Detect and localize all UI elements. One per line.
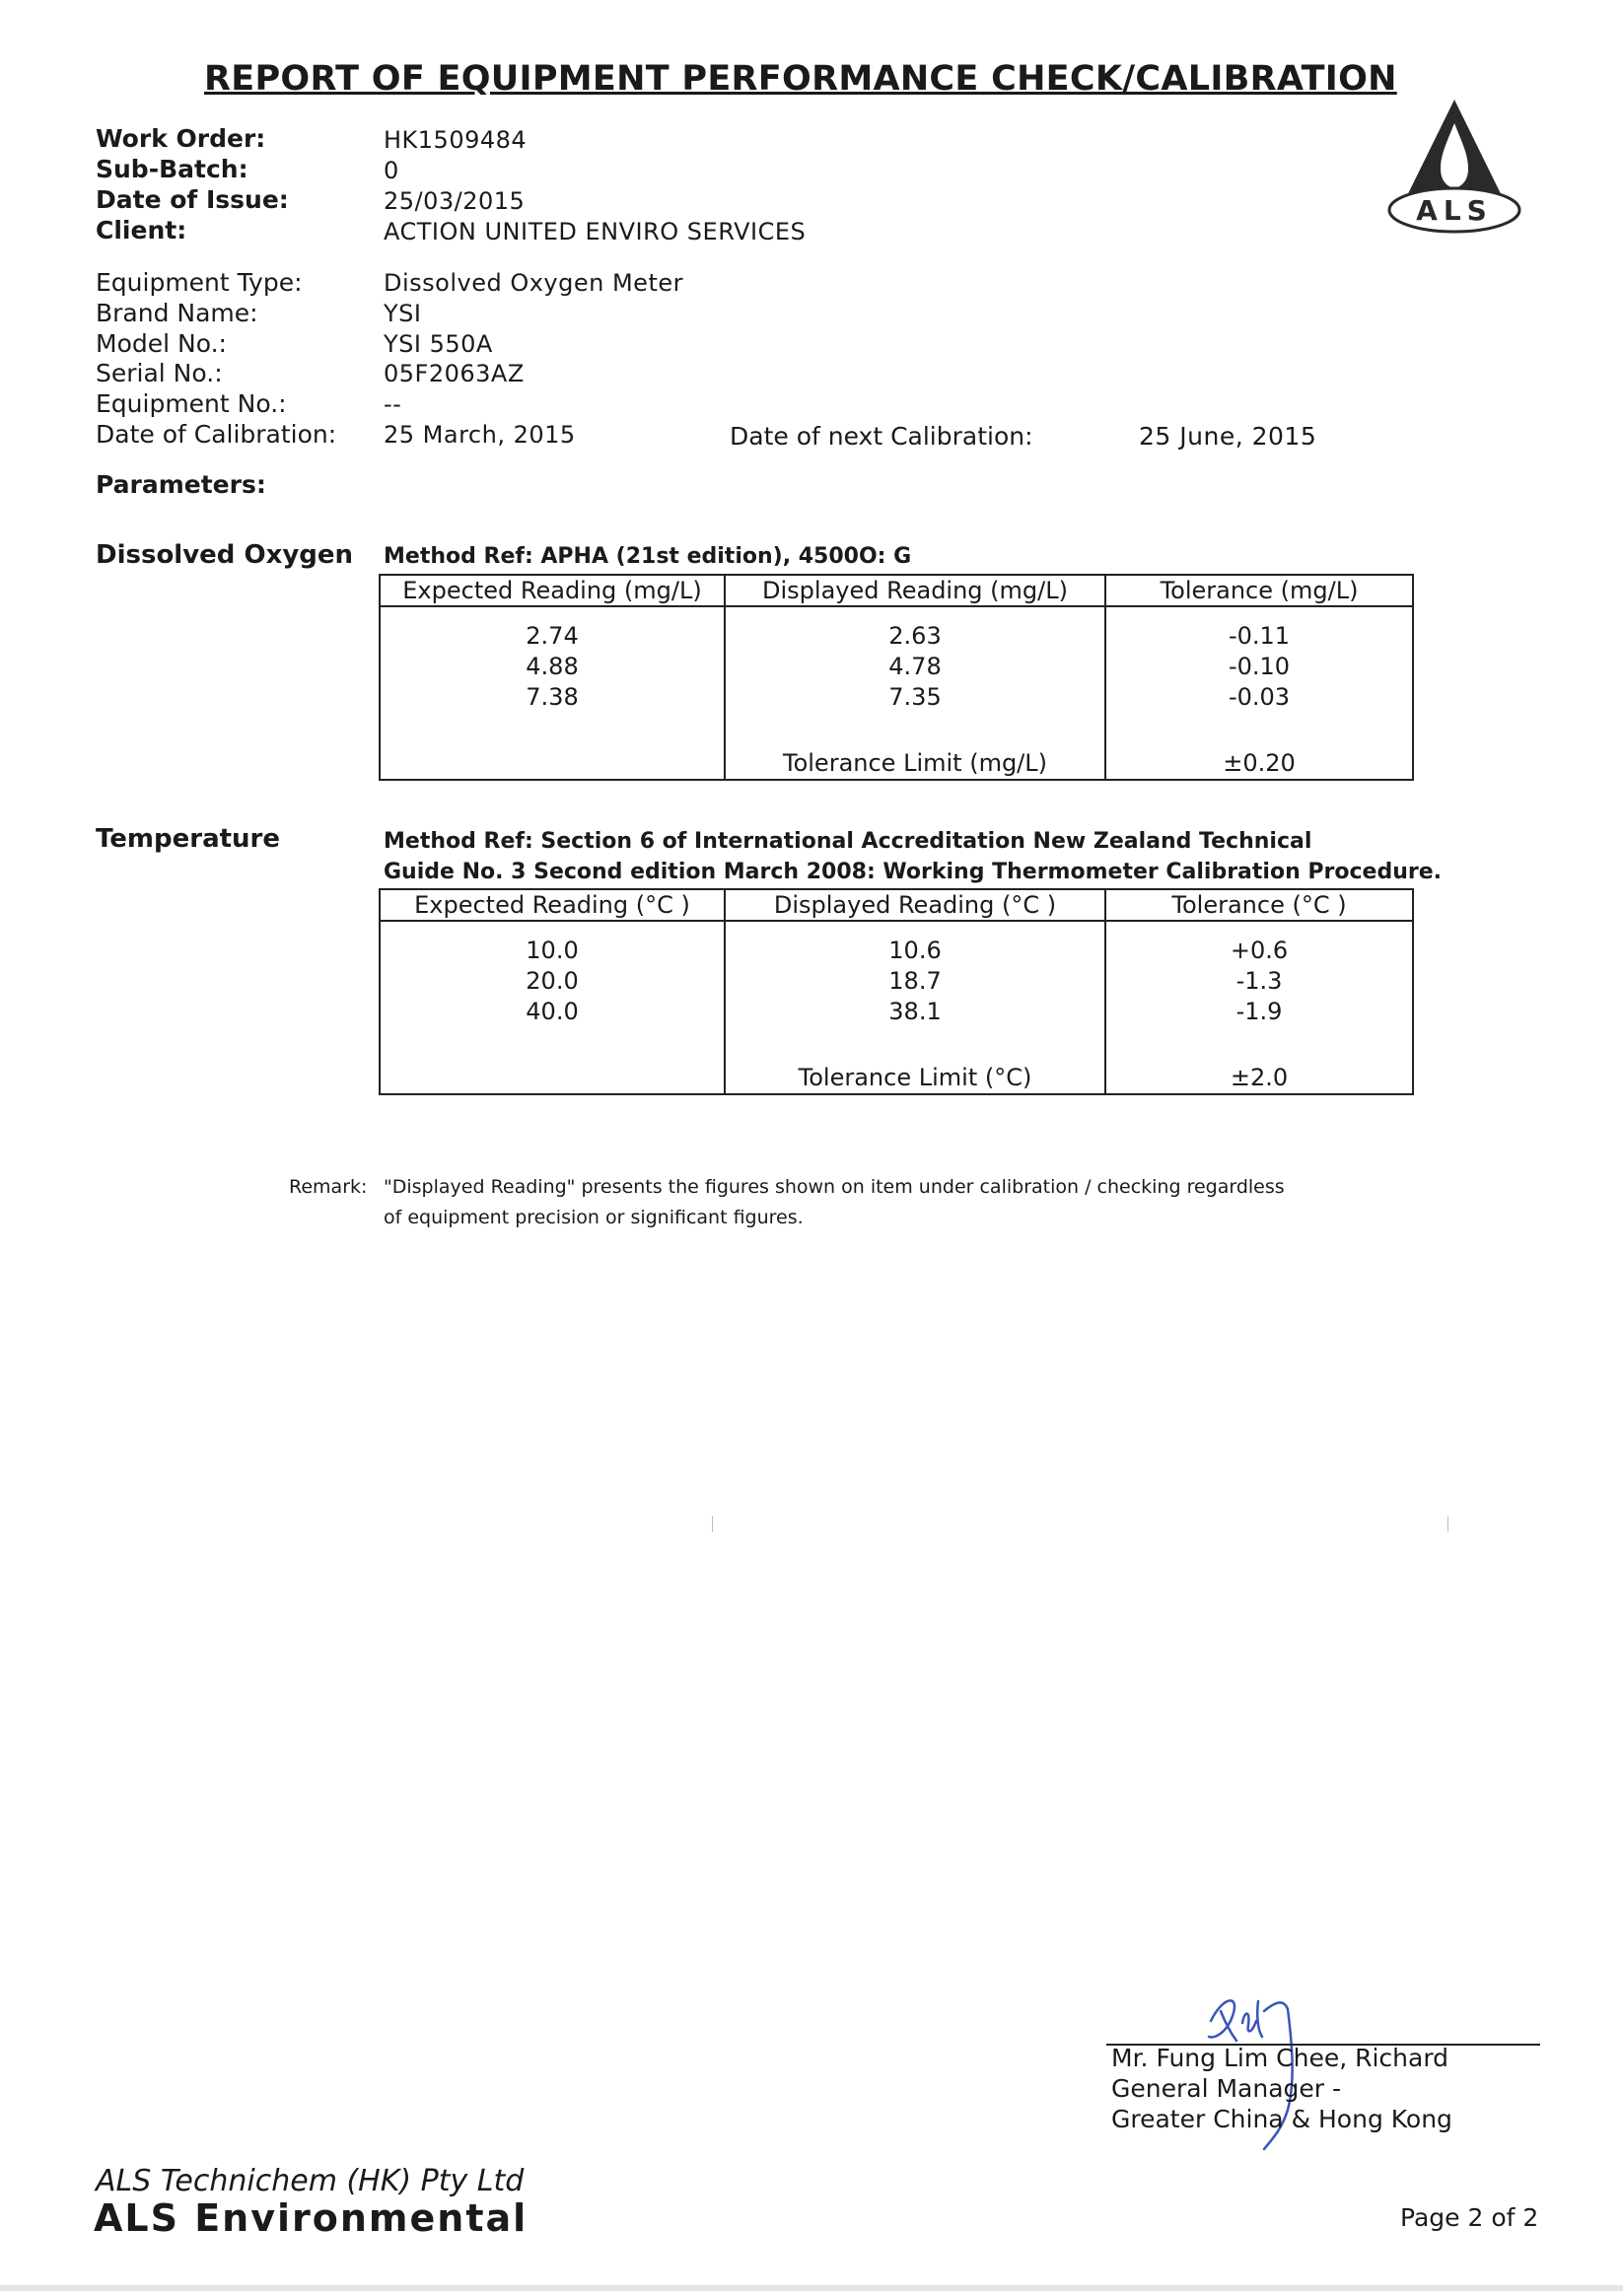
work-order-value: HK1509484	[384, 126, 528, 154]
signatory-name: Mr. Fung Lim Chee, Richard	[1111, 2044, 1449, 2072]
model-no-value: YSI 550A	[384, 330, 493, 358]
remark-label: Remark:	[289, 1176, 368, 1198]
date-of-issue-label: Date of Issue:	[96, 185, 289, 214]
report-title: REPORT OF EQUIPMENT PERFORMANCE CHECK/CALIBRATION	[204, 59, 1397, 99]
date-of-issue-value: 25/03/2015	[384, 187, 526, 215]
remark-line2: of equipment precision or significant figures.	[384, 1207, 804, 1228]
als-logo-text: ALS	[1416, 194, 1493, 227]
remark-line1: "Displayed Reading" presents the figures shown on item under calibration / checking regardless	[384, 1176, 1285, 1198]
temp-tolerance-value: -1.3	[1235, 967, 1283, 995]
temp-tolerance-column	[1105, 930, 1413, 1064]
do-expected-column	[380, 615, 725, 749]
work-order-label: Work Order:	[96, 124, 266, 153]
scan-mark	[712, 1516, 713, 1532]
date-of-calibration-value: 25 March, 2015	[384, 421, 576, 449]
temp-table-header-row	[380, 889, 1413, 921]
equipment-type-label: Equipment Type:	[96, 268, 303, 297]
als-environmental-wordmark: ALS Environmental	[94, 2196, 529, 2240]
temp-limit-value: ±2.0	[1105, 1064, 1413, 1094]
temp-tolerance-value: +0.6	[1230, 937, 1289, 964]
do-displayed-value: 4.78	[888, 653, 942, 680]
temp-header-expected: Expected Reading (°C )	[380, 889, 725, 921]
client-value: ACTION UNITED ENVIRO SERVICES	[384, 218, 807, 245]
do-values-row	[380, 615, 1413, 749]
temp-tolerance-value: -1.9	[1235, 998, 1283, 1025]
do-expected-value: 7.38	[526, 683, 579, 711]
do-tolerance-column	[1105, 615, 1413, 749]
sub-batch-value: 0	[384, 157, 399, 184]
scan-bottom-edge	[0, 2285, 1623, 2291]
do-gap-row	[380, 606, 1413, 615]
company-name: ALS Technichem (HK) Pty Ltd	[96, 2164, 525, 2198]
temp-displayed-value: 18.7	[888, 967, 942, 995]
scan-mark	[1447, 1516, 1448, 1532]
brand-name-value: YSI	[384, 300, 422, 327]
do-tolerance-value: -0.11	[1228, 622, 1291, 650]
do-header-expected: Expected Reading (mg/L)	[380, 575, 725, 606]
do-header-tolerance: Tolerance (mg/L)	[1105, 575, 1413, 606]
temp-method-ref-line2: Guide No. 3 Second edition March 2008: Working Thermometer Calibration Procedure.	[384, 860, 1442, 884]
signatory-title-line2: Greater China & Hong Kong	[1111, 2105, 1452, 2133]
do-calibration-table	[379, 574, 1414, 781]
serial-no-value: 05F2063AZ	[384, 360, 525, 387]
do-table-header-row	[380, 575, 1413, 606]
sub-batch-label: Sub-Batch:	[96, 155, 248, 183]
temp-values-row	[380, 930, 1413, 1064]
do-displayed-value: 2.63	[888, 622, 942, 650]
temp-expected-value: 10.0	[526, 937, 579, 964]
client-label: Client:	[96, 216, 187, 244]
do-method-ref: Method Ref: APHA (21st edition), 4500O: G	[384, 544, 912, 569]
als-logo	[1385, 94, 1523, 237]
do-expected-value: 2.74	[526, 622, 579, 650]
do-limit-value: ±0.20	[1105, 749, 1413, 780]
serial-no-label: Serial No.:	[96, 359, 223, 387]
do-limit-row	[380, 749, 1413, 780]
do-expected-value: 4.88	[526, 653, 579, 680]
equipment-no-value: --	[384, 390, 402, 418]
signatory-title-line1: General Manager -	[1111, 2074, 1342, 2103]
temp-expected-column	[380, 930, 725, 1064]
temp-header-displayed: Displayed Reading (°C )	[725, 889, 1105, 921]
do-header-displayed: Displayed Reading (mg/L)	[725, 575, 1105, 606]
parameters-label: Parameters:	[96, 470, 266, 499]
temp-displayed-value: 38.1	[888, 998, 942, 1025]
date-of-calibration-label: Date of Calibration:	[96, 420, 337, 449]
page-number: Page 2 of 2	[1400, 2203, 1539, 2232]
temp-header-tolerance: Tolerance (°C )	[1105, 889, 1413, 921]
equipment-type-value: Dissolved Oxygen Meter	[384, 269, 683, 297]
temperature-section-label: Temperature	[96, 824, 281, 854]
do-displayed-value: 7.35	[888, 683, 942, 711]
next-calibration-value: 25 June, 2015	[1139, 422, 1317, 451]
temp-method-ref-line1: Method Ref: Section 6 of International Accreditation New Zealand Technical	[384, 829, 1312, 854]
temp-displayed-column	[725, 930, 1105, 1064]
temperature-calibration-table	[379, 888, 1414, 1095]
temp-displayed-value: 10.6	[888, 937, 942, 964]
do-limit-label: Tolerance Limit (mg/L)	[725, 749, 1105, 780]
equipment-no-label: Equipment No.:	[96, 389, 287, 418]
next-calibration-label: Date of next Calibration:	[730, 422, 1033, 451]
temp-expected-value: 20.0	[526, 967, 579, 995]
do-tolerance-value: -0.10	[1228, 653, 1291, 680]
temp-expected-value: 40.0	[526, 998, 579, 1025]
dissolved-oxygen-section-label: Dissolved Oxygen	[96, 540, 354, 570]
temp-gap-row	[380, 921, 1413, 930]
do-displayed-column	[725, 615, 1105, 749]
temp-limit-label: Tolerance Limit (°C)	[725, 1064, 1105, 1094]
temp-limit-row	[380, 1064, 1413, 1094]
do-tolerance-value: -0.03	[1228, 683, 1291, 711]
model-no-label: Model No.:	[96, 329, 227, 358]
brand-name-label: Brand Name:	[96, 299, 258, 327]
